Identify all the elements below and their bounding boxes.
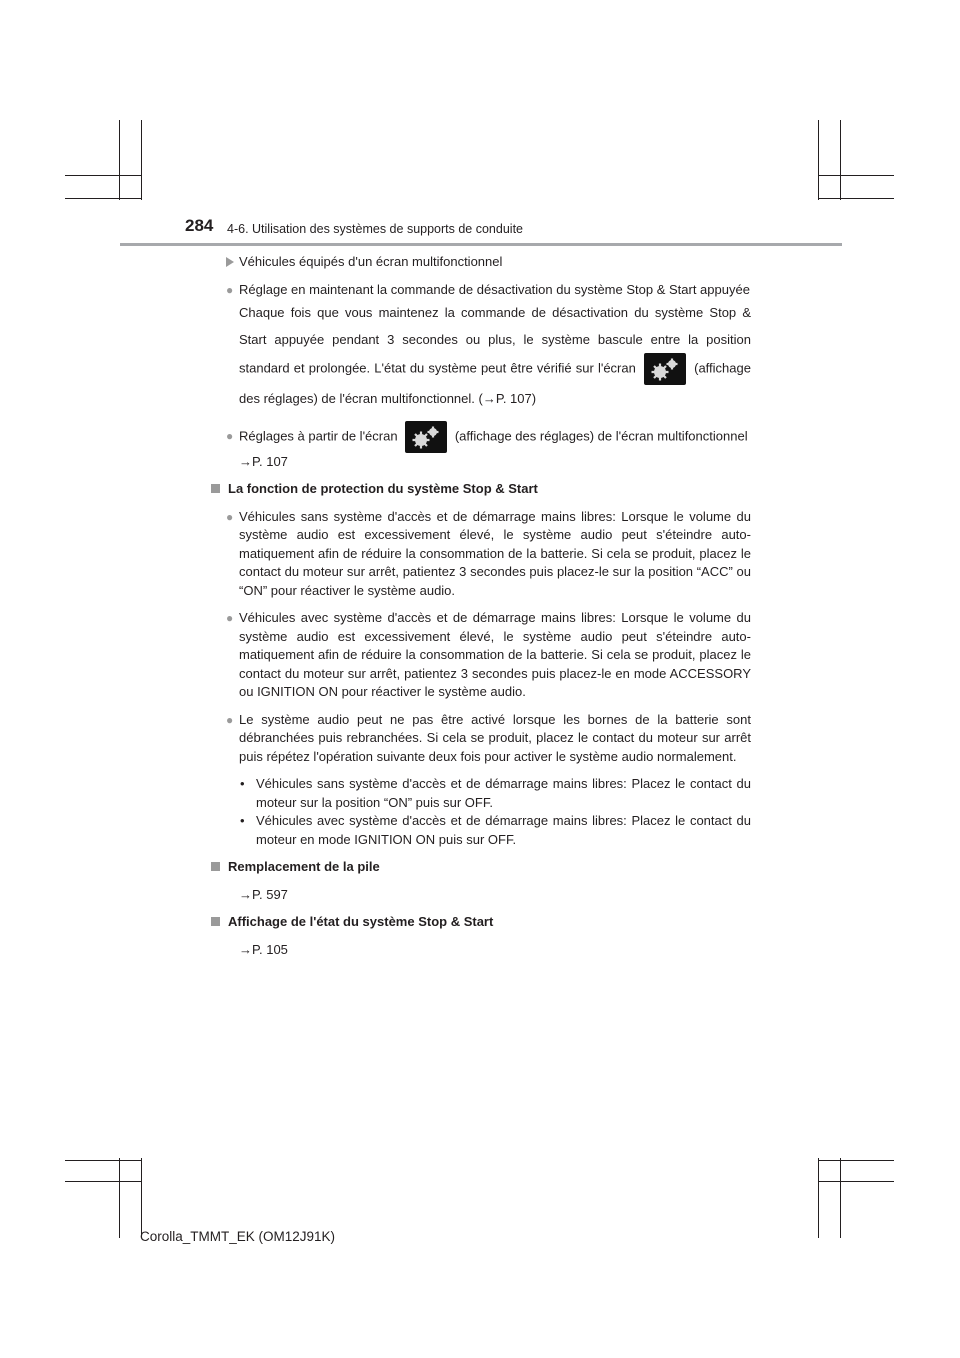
crop-mark [818, 175, 894, 176]
list-item: ● Véhicules sans système d'accès et de démarrage mains libres: Lorsque le volume du système audio est excessivement élevé, le système audio peut s'éteindre automatiquement afin de réduire la consommation de la batterie. Si cela se produit, placez le contact du moteur sur arrêt, patientez 3 secondes puis placez-le sur la position “ACC” ou “ON” pour réactiver le système audio. [226, 508, 751, 598]
section-heading: Affichage de l'état du système Stop & Start [211, 913, 751, 932]
section-heading: La fonction de protection du système Stop & Start [211, 480, 751, 499]
crop-mark [818, 1181, 894, 1182]
circle-bullet-icon: ● [226, 282, 234, 297]
list-item: ● Réglages à partir de l'écran (affichage des réglages) de l'écran multifonctionnel →P. 107 [211, 421, 751, 471]
crop-mark [818, 198, 894, 199]
header-rule [120, 243, 842, 246]
crop-mark [65, 198, 141, 199]
list-item: ● Le système audio peut ne pas être activé lorsque les bornes de la batterie sont débranchées puis rebranchées. Si cela se produit, placez le contact du moteur sur arrêt puis répétez l'opération suivante deux fois pour activer le système audio normalement. [226, 711, 751, 764]
circle-bullet-icon: ● [226, 509, 234, 524]
crop-mark [65, 1181, 141, 1182]
crop-mark [65, 1160, 141, 1161]
multi-display-heading: Véhicules équipés d'un écran multifonctionnel [211, 253, 751, 272]
sub-list-item: • Véhicules avec système d'accès et de démarrage mains libres: Placez le contact du moteur en mode IGNITION ON puis sur OFF. [240, 813, 751, 847]
page-content [211, 253, 751, 968]
square-bullet-icon [211, 484, 220, 493]
crop-mark [840, 1158, 841, 1238]
crop-mark [840, 120, 841, 200]
crop-mark [141, 120, 142, 200]
page-number: 284 [185, 216, 214, 235]
crop-mark [119, 1158, 120, 1238]
crop-mark [141, 1158, 142, 1238]
page-reference: →P. 597 [239, 886, 288, 902]
page-reference: →P. 107 [239, 454, 288, 469]
sub-list [211, 775, 751, 849]
triangle-bullet-icon [226, 257, 234, 267]
footer-model: Corolla_TMMT_EK (OM12J91K) [140, 1229, 336, 1244]
list-item: ● Véhicules avec système d'accès et de démarrage mains libres: Lorsque le volume du système audio est excessivement élevé, le système audio peut s'éteindre automatiquement afin de réduire la consommation de la batterie. Si cela se produit, placez le contact du moteur sur arrêt, patientez 3 secondes puis placez-le en mode ACCESSORY ou IGNITION ON pour réactiver le système audio. [226, 610, 751, 699]
crop-mark [818, 120, 819, 200]
crop-mark [818, 1160, 894, 1161]
section-heading: Remplacement de la pile [211, 858, 751, 877]
page-reference: →P. 105 [239, 941, 288, 957]
crop-mark [818, 1158, 819, 1238]
sub-list-item: • Véhicules sans système d'accès et de démarrage mains libres: Placez le contact du moteur sur la position “ON” puis sur OFF. [240, 776, 751, 810]
crop-mark [119, 120, 120, 200]
gear-icon [644, 353, 686, 385]
list-item: ● Réglage en maintenant la commande de désactivation du système Stop & Start appuyée Chaque fois que vous maintenez la commande de désactivation du système Stop & Start appuyée pendant 3 secondes ou plus, le système bascule entre la position standard et prolongée. L'état du système peut être vérifié sur l'écran (affichage des réglages) de l'écran multifonctionnel. (→P. 107) [226, 281, 751, 406]
circle-bullet-icon: ● [226, 429, 234, 443]
circle-bullet-icon: ● [226, 712, 234, 727]
crop-mark [65, 175, 141, 176]
gear-icon [405, 421, 447, 453]
square-bullet-icon [211, 862, 220, 871]
circle-bullet-icon: ● [226, 611, 234, 625]
section-title: 4-6. Utilisation des systèmes de supports de conduite [227, 222, 523, 236]
square-bullet-icon [211, 917, 220, 926]
